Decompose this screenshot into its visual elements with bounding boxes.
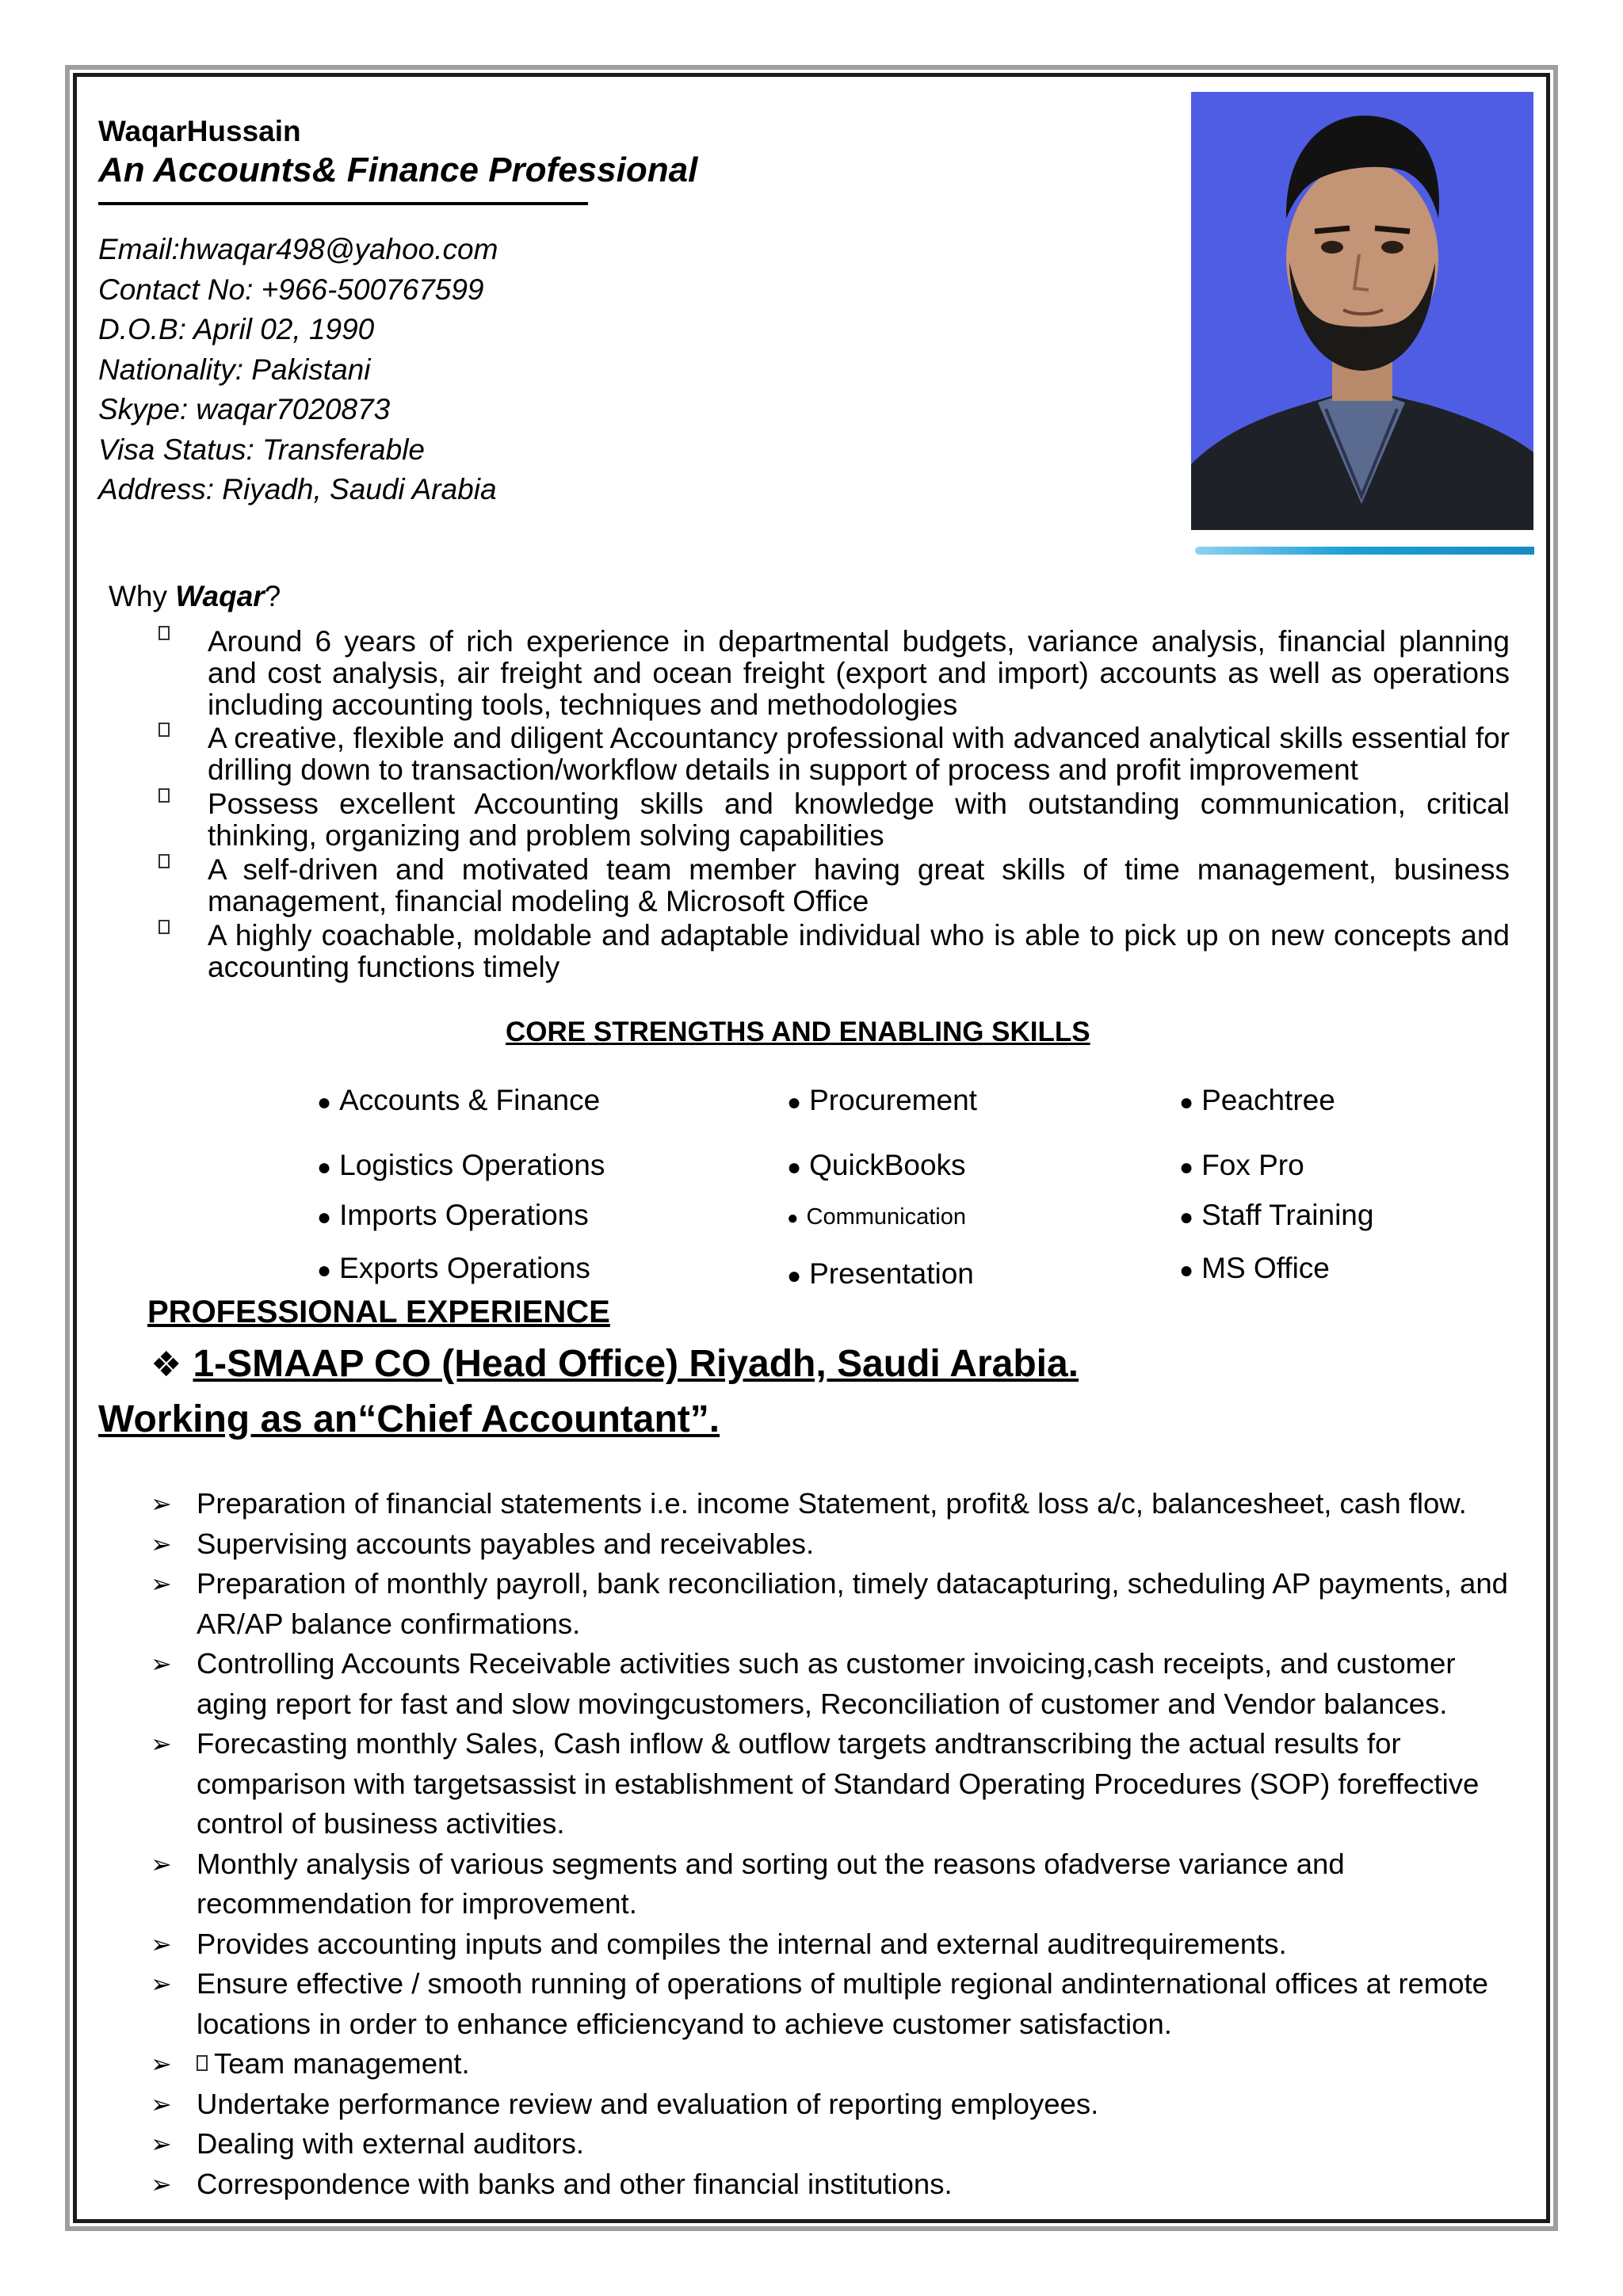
skill-label: Presentation xyxy=(809,1257,974,1290)
skill-label: Accounts & Finance xyxy=(339,1084,601,1116)
bullet-dot-icon: ● xyxy=(317,1257,332,1283)
skill-item xyxy=(1179,1149,1304,1182)
duty-text: Monthly analysis of various segments and sorting out the reasons ofadverse variance and recommendation for improvement. xyxy=(197,1847,1345,1920)
skill-label: Staff Training xyxy=(1201,1199,1374,1231)
arrowhead-icon: ➢ xyxy=(151,1529,172,1558)
arrowhead-icon: ➢ xyxy=(151,2089,172,2119)
skill-item xyxy=(1179,1084,1335,1117)
skill-label: Communication xyxy=(806,1204,966,1230)
why-prefix: Why xyxy=(109,580,176,612)
skill-item xyxy=(317,1252,590,1285)
arrowhead-icon: ➢ xyxy=(151,1929,172,1958)
contact-phone: Contact No: +966-500767599 xyxy=(98,273,484,306)
skill-label: MS Office xyxy=(1201,1252,1330,1284)
duty-item xyxy=(151,2124,1533,2164)
duty-text: Undertake performance review and evaluation of reporting employees. xyxy=(197,2087,1099,2120)
skills-heading: CORE STRENGTHS AND ENABLING SKILLS xyxy=(506,1016,1090,1047)
company-name: 1-SMAAP CO (Head Office) Riyadh, Saudi Arabia. xyxy=(193,1343,1079,1385)
contact-nationality: Nationality: Pakistani xyxy=(98,353,371,386)
skill-item xyxy=(787,1149,966,1182)
why-item-text: A self-driven and motivated team member having great skills of time management, business management, financial modeling & Microsoft Office xyxy=(208,853,1510,917)
skill-item xyxy=(1179,1199,1373,1232)
arrowhead-icon: ➢ xyxy=(151,2130,172,2158)
missing-glyph-icon xyxy=(158,723,170,737)
contact-skype: Skype: waqar7020873 xyxy=(98,393,391,425)
contact-dob: D.O.B: April 02, 1990 xyxy=(98,313,375,345)
skill-label: Fox Pro xyxy=(1201,1149,1304,1181)
bullet-dot-icon: ● xyxy=(317,1204,332,1230)
why-section-title xyxy=(109,580,281,613)
duty-text: Correspondence with banks and other financial institutions. xyxy=(197,2167,953,2200)
bullet-dot-icon: ● xyxy=(787,1089,802,1116)
bullet-dot-icon: ● xyxy=(1179,1204,1194,1230)
bullet-dot-icon: ● xyxy=(317,1154,332,1180)
skill-item xyxy=(317,1199,589,1232)
skill-item xyxy=(317,1084,600,1117)
duty-item xyxy=(151,1924,1533,1965)
why-list-item xyxy=(143,626,1510,723)
candidate-headline: An Accounts& Finance Professional xyxy=(98,151,698,189)
contact-details xyxy=(98,230,498,510)
duties-list xyxy=(151,1484,1533,2204)
why-item-text: Around 6 years of rich experience in departmental budgets, variance analysis, financial planning and cost analysis, air freight and ocean freight (export and import) accounts as well as operations including accounting tools, techniques and methodologies xyxy=(208,625,1510,721)
arrowhead-icon: ➢ xyxy=(151,1650,172,1678)
duty-item xyxy=(151,1484,1533,1524)
missing-glyph-icon xyxy=(158,920,170,934)
why-list-item xyxy=(143,788,1510,854)
photo-accent-bar xyxy=(1195,547,1534,555)
skill-label: Procurement xyxy=(809,1084,977,1116)
bullet-dot-icon: ● xyxy=(1179,1257,1194,1283)
candidate-name: WaqarHussain xyxy=(98,115,301,147)
skill-label: Peachtree xyxy=(1201,1084,1335,1116)
bullet-dot-icon: ● xyxy=(787,1154,802,1180)
skill-label: Exports Operations xyxy=(339,1252,590,1284)
why-name: Waqar xyxy=(175,580,265,612)
skill-label: Logistics Operations xyxy=(339,1149,605,1181)
portrait-illustration xyxy=(1191,92,1533,530)
duty-text: Preparation of monthly payroll, bank reconciliation, timely datacapturing, scheduling AP payments, and AR/AP balance confirmations. xyxy=(197,1567,1508,1640)
duty-item xyxy=(151,1644,1533,1724)
missing-glyph-icon xyxy=(158,854,170,868)
company-line xyxy=(151,1342,1079,1386)
arrowhead-icon: ➢ xyxy=(151,2169,172,2199)
skill-label: QuickBooks xyxy=(809,1149,966,1181)
why-list-item xyxy=(143,920,1510,986)
headline-underline xyxy=(98,202,588,205)
bullet-dot-icon: ● xyxy=(787,1263,802,1289)
missing-glyph-icon xyxy=(197,2055,208,2071)
bullet-dot-icon: ● xyxy=(317,1089,332,1116)
arrowhead-icon: ➢ xyxy=(151,1569,172,1598)
skill-item xyxy=(787,1257,974,1291)
bullet-dot-icon: ● xyxy=(787,1207,799,1229)
skill-item xyxy=(1179,1252,1330,1285)
job-title: Working as an“Chief Accountant”. xyxy=(98,1398,720,1440)
duty-text: Controlling Accounts Receivable activities such as customer invoicing,cash receipts, and customer aging report for fast and slow movingcustomers, Reconciliation of customer and Vendor balances. xyxy=(197,1647,1456,1720)
duty-item xyxy=(151,2084,1533,2125)
duty-item xyxy=(151,1724,1533,1844)
contact-address: Address: Riyadh, Saudi Arabia xyxy=(98,473,497,505)
contact-visa: Visa Status: Transferable xyxy=(98,433,426,466)
skill-item xyxy=(787,1204,966,1230)
duty-text: Preparation of financial statements i.e. income Statement, profit& loss a/c, balancesheet, cash flow. xyxy=(197,1487,1467,1520)
bullet-dot-icon: ● xyxy=(1179,1154,1194,1180)
missing-glyph-icon xyxy=(158,626,170,640)
duty-item xyxy=(151,1844,1533,1924)
why-suffix: ? xyxy=(264,580,281,612)
skill-item xyxy=(787,1084,977,1117)
arrowhead-icon: ➢ xyxy=(151,1970,172,1998)
duty-item xyxy=(151,1524,1533,1565)
duty-text: Team management. xyxy=(214,2047,470,2080)
missing-glyph-icon xyxy=(158,788,170,803)
why-list-item xyxy=(143,723,1510,788)
duty-item xyxy=(151,1964,1533,2044)
duty-text: Forecasting monthly Sales, Cash inflow & outflow targets andtranscribing the actual results for comparison with targetsassist in establishment of Standard Operating Procedures (SOP) foreffective control of business activities. xyxy=(197,1727,1480,1840)
duty-text: Ensure effective / smooth running of operations of multiple regional andinternational offices at remote locations in order to enhance efficiencyand to achieve customer satisfaction. xyxy=(197,1967,1488,2040)
skill-item xyxy=(317,1149,605,1182)
duty-text: Supervising accounts payables and receivables. xyxy=(197,1527,815,1560)
four-diamond-icon: ❖ xyxy=(151,1345,182,1384)
why-item-text: A highly coachable, moldable and adaptable individual who is able to pick up on new concepts and accounting functions timely xyxy=(208,919,1510,983)
why-list xyxy=(143,626,1510,986)
why-item-text: Possess excellent Accounting skills and knowledge with outstanding communication, critical thinking, organizing and problem solving capabilities xyxy=(208,788,1510,852)
arrowhead-icon: ➢ xyxy=(151,1849,172,1878)
bullet-dot-icon: ● xyxy=(1179,1089,1194,1116)
experience-heading: PROFESSIONAL EXPERIENCE xyxy=(147,1295,610,1329)
contact-email: Email:hwaqar498@yahoo.com xyxy=(98,233,498,265)
arrowhead-icon: ➢ xyxy=(151,1489,172,1518)
duty-item xyxy=(151,1564,1533,1644)
profile-photo xyxy=(1191,92,1533,530)
why-item-text: A creative, flexible and diligent Accountancy professional with advanced analytical skills essential for drilling down to transaction/workflow details in support of process and profit improvement xyxy=(208,722,1510,786)
duty-item xyxy=(151,2164,1533,2205)
arrowhead-icon: ➢ xyxy=(151,1730,172,1758)
duty-text: Provides accounting inputs and compiles the internal and external auditrequirements. xyxy=(197,1927,1287,1960)
why-list-item xyxy=(143,854,1510,920)
duty-text: Dealing with external auditors. xyxy=(197,2127,584,2160)
arrowhead-icon: ➢ xyxy=(151,2050,172,2078)
skill-label: Imports Operations xyxy=(339,1199,589,1231)
duty-item xyxy=(151,2044,1533,2084)
